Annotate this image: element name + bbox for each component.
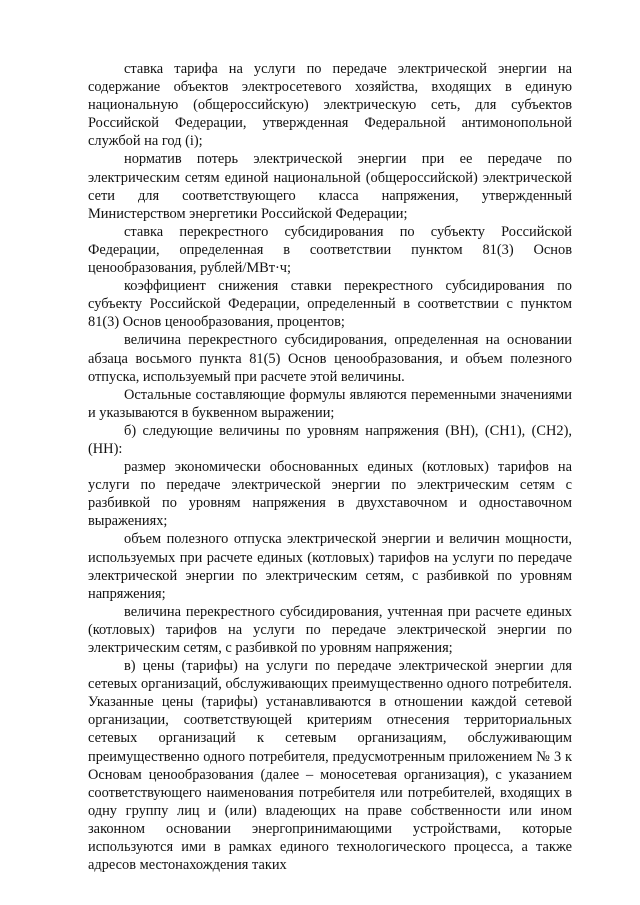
document-page — [88, 60, 572, 874]
paragraph-loss-norm: норматив потерь электрической энергии при ее передаче по электрическим сетям единой национальной (общероссийской) электрической сети для соответствующего класса напряжения, утвержденный Министерством энергетики Российской Федерации; — [88, 151, 572, 222]
paragraph-mononetwork-prices: в) цены (тарифы) на услуги по передаче электрической энергии для сетевых организаций, обслуживающих преимущественно одного потребителя. Указанные цены (тарифы) устанавливаются в отношении каждой сетевой организации, соответствующей критериям отнесения территориальных сетевых организаций к сетевым организациям, обслуживающим преимущественно одного потребителя, предусмотренным приложением № 3 к Основам ценообразования (далее – моносетевая организация), с указанием соответствующего наименования потребителя или потребителей, входящих в одну группу лиц и (или) владеющих на праве собственности или ином законном основании энергопринимающими устройствами, которые используются ими в рамках единого технологического процесса, а также адресов местонахождения таких — [88, 658, 572, 874]
paragraph-cross-subsidy-amount: величина перекрестного субсидирования, определенная на основании абзаца восьмого пункта 81(5) Основ ценообразования, и объем полезного отпуска, используемый при расчете этой величины. — [88, 332, 572, 385]
paragraph-useful-supply: объем полезного отпуска электрической энергии и величин мощности, используемых при расчете единых (котловых) тарифов на услуги по передаче электрической энергии по электрическим сетям, с разбивкой по уровням напряжения; — [88, 531, 572, 602]
paragraph-reduction-coefficient: коэффициент снижения ставки перекрестного субсидирования по субъекту Российской Федерации, определенный в соответствии с пунктом 81(3) Основ ценообразования, процентов; — [88, 278, 572, 331]
paragraph-other-components: Остальные составляющие формулы являются переменными значениями и указываются в буквенном выражении; — [88, 386, 572, 421]
paragraph-tariff-rate: ставка тарифа на услуги по передаче электрической энергии на содержание объектов электросетевого хозяйства, входящих в единую национальную (общероссийскую) электрическую сеть, для субъектов Российской Федерации, утвержденная Федеральной антимонопольной службой на год (i); — [88, 61, 572, 150]
paragraph-voltage-levels: б) следующие величины по уровням напряжения (ВН), (СН1), (СН2), (НН): — [88, 422, 572, 457]
paragraph-boiler-tariffs: размер экономически обоснованных единых (котловых) тарифов на услуги по передаче электрической энергии по электрическим сетям с разбивкой по уровням напряжения в двухставочном и одноставочном выражениях; — [88, 459, 572, 530]
paragraph-cross-subsidy-accounted: величина перекрестного субсидирования, учтенная при расчете единых (котловых) тарифов на услуги по передаче электрической энергии по электрическим сетям, с разбивкой по уровням напряжения; — [88, 603, 572, 656]
paragraph-cross-subsidy-rate: ставка перекрестного субсидирования по субъекту Российской Федерации, определенная в соответствии пунктом 81(3) Основ ценообразования, рублей/МВт·ч; — [88, 223, 572, 277]
